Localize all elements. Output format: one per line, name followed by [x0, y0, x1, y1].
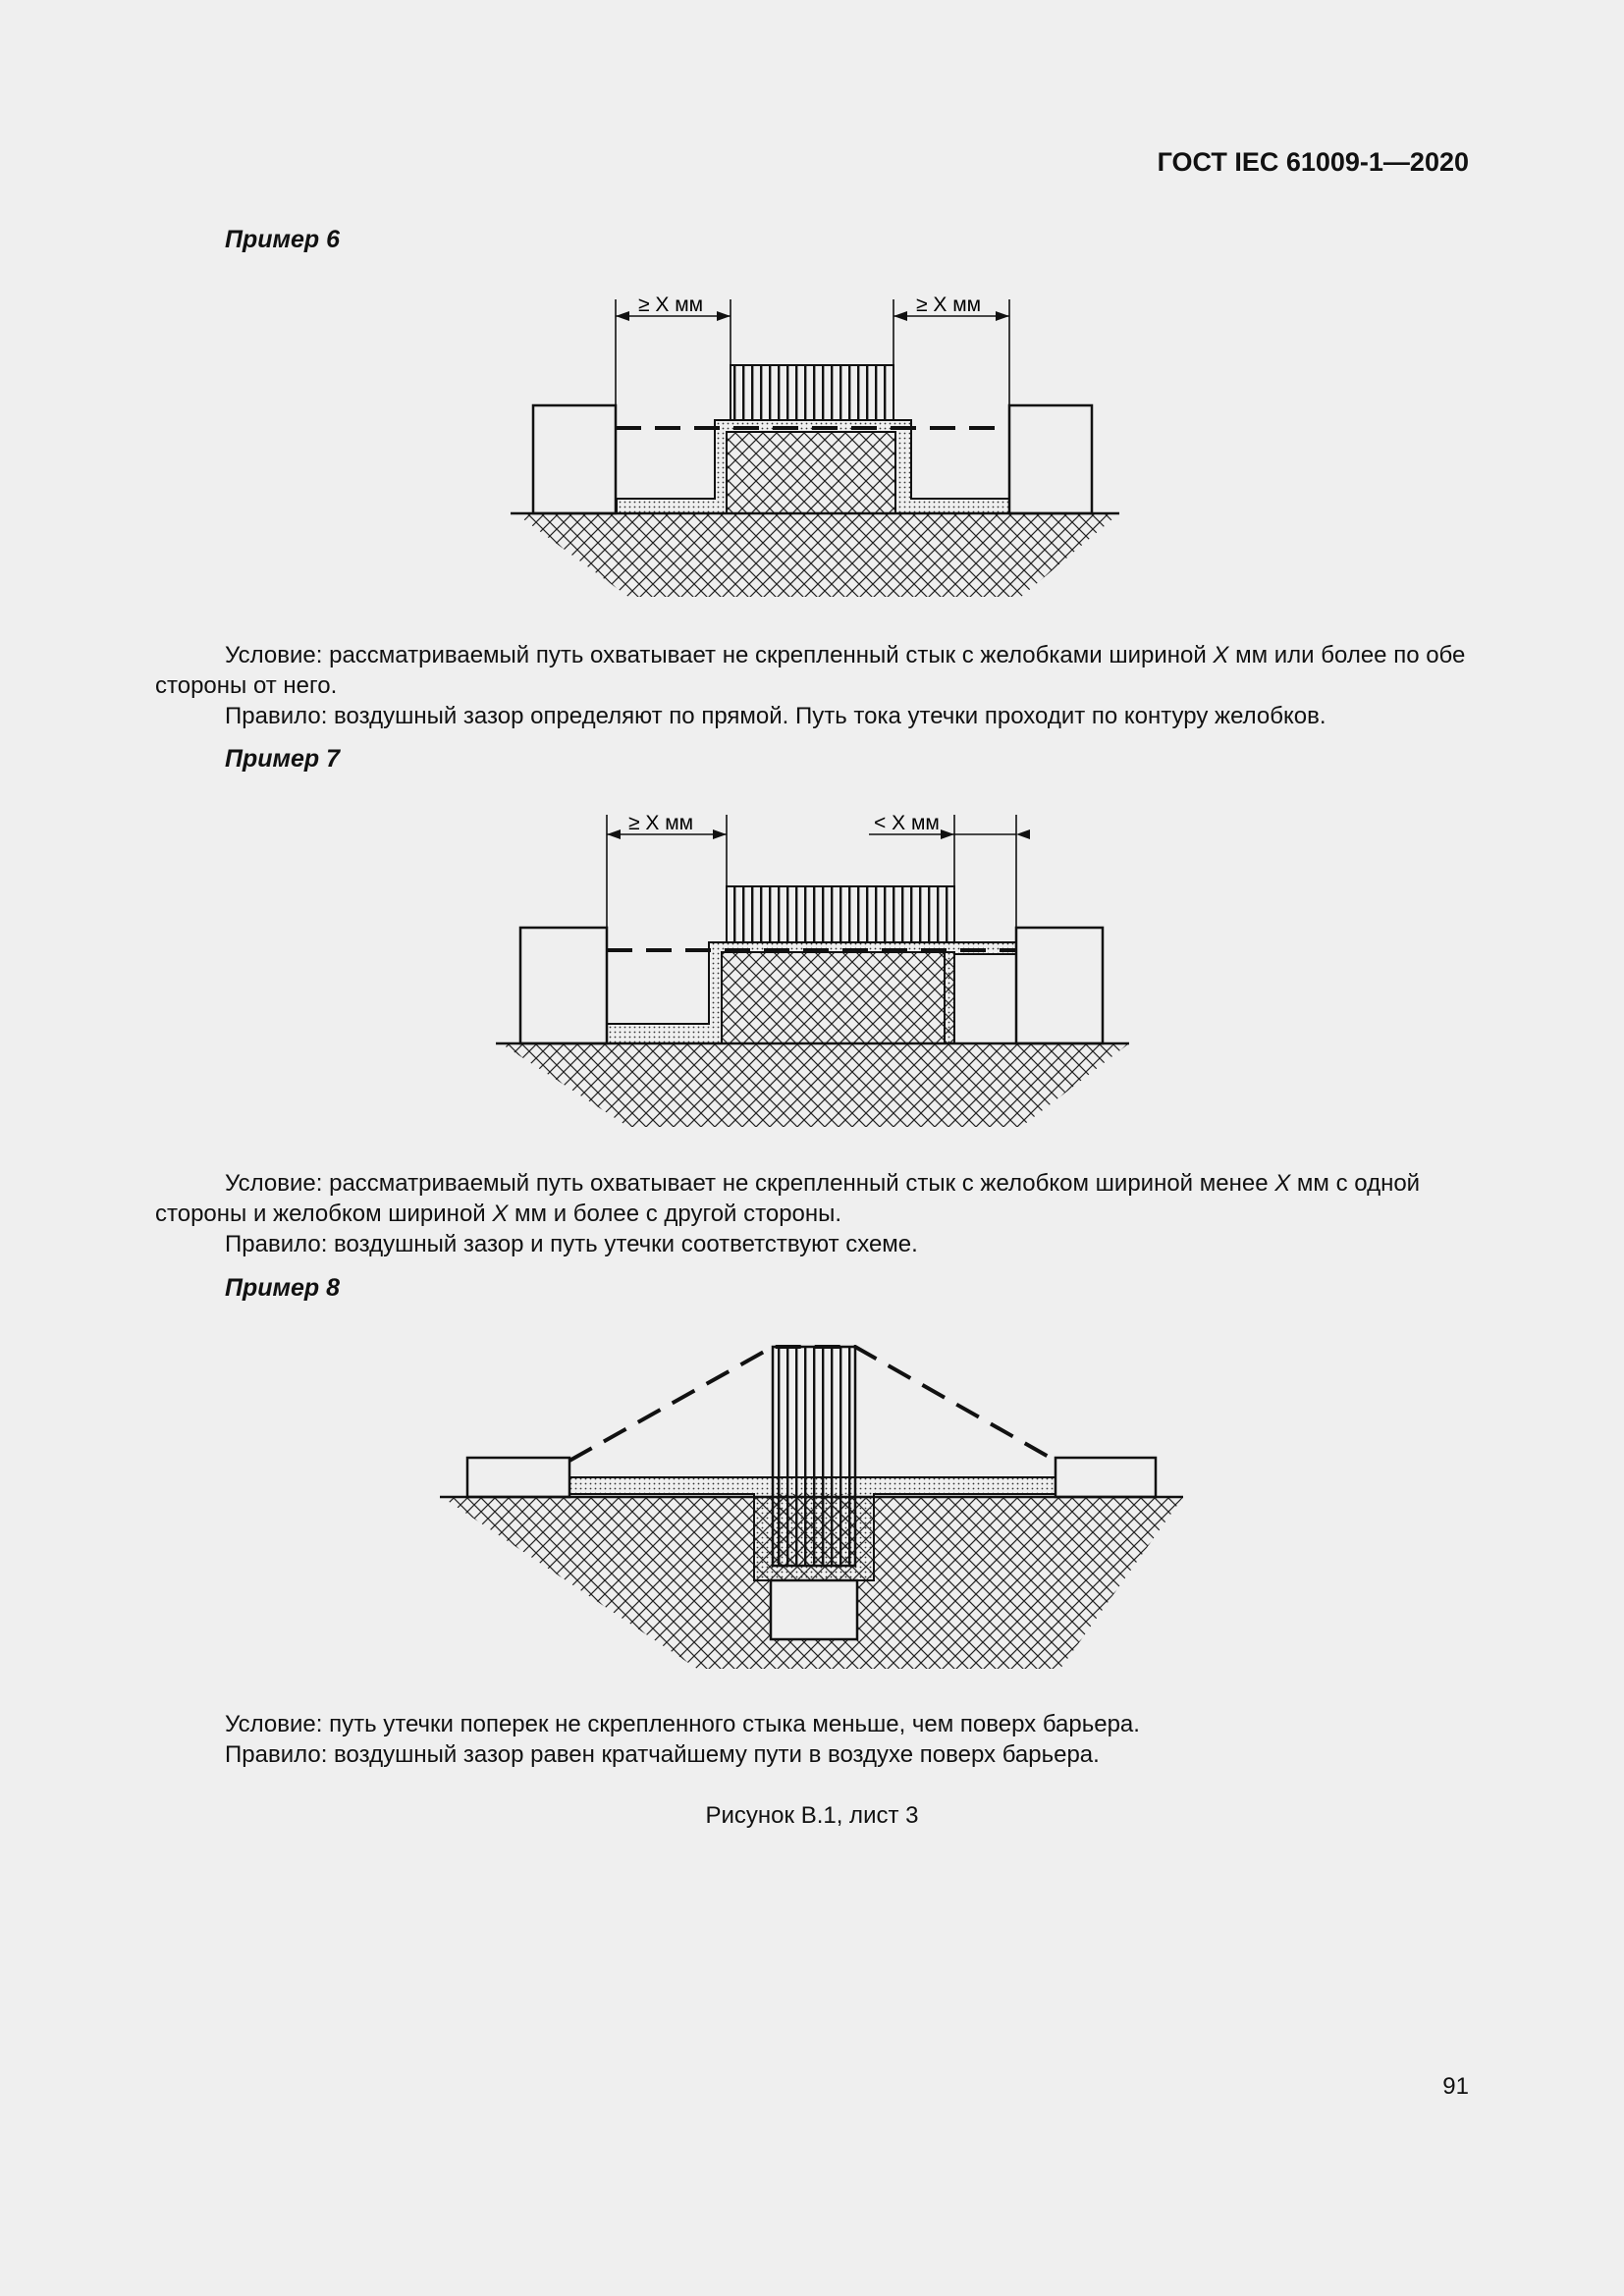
example-7-title: Пример 7	[225, 745, 341, 773]
right-block	[1056, 1458, 1156, 1497]
example-6-text: Условие: рассматриваемый путь охватывает не скрепленный стык с желобками шириной X мм или более по обе стороны от него. Правило: воздушный зазор определяют по прямой. Путь тока утечки проходит по контуру желобков.	[155, 642, 1466, 729]
example-8-text: Условие: путь утечки поперек не скрепленного стыка меньше, чем поверх барьера. Правило: воздушный зазор равен кратчайшему пути в воздухе поверх барьера.	[225, 1711, 1140, 1768]
figure-caption: Рисунок В.1, лист 3	[705, 1802, 919, 1829]
dim-left-label: ≥ X мм	[638, 294, 704, 316]
dim-left-label: ≥ X мм	[628, 812, 694, 834]
document-code: ГОСТ IEC 61009-1—2020	[1157, 147, 1469, 177]
dim-right-label: < X мм	[874, 812, 940, 834]
example-7-text: Условие: рассматриваемый путь охватывает не скрепленный стык с желобком шириной менее X мм с одной стороны и желобком шириной X мм и более с другой стороны. Правило: воздушный зазор и путь утечки соответствуют схеме.	[155, 1170, 1421, 1257]
left-block	[467, 1458, 569, 1497]
bottom-block	[771, 1580, 857, 1639]
example-6-title: Пример 6	[225, 226, 341, 253]
dim-right-label: ≥ X мм	[916, 294, 982, 316]
example-8-title: Пример 8	[225, 1274, 341, 1302]
page-number: 91	[1442, 2073, 1469, 2100]
barrier-striped	[773, 1347, 855, 1566]
